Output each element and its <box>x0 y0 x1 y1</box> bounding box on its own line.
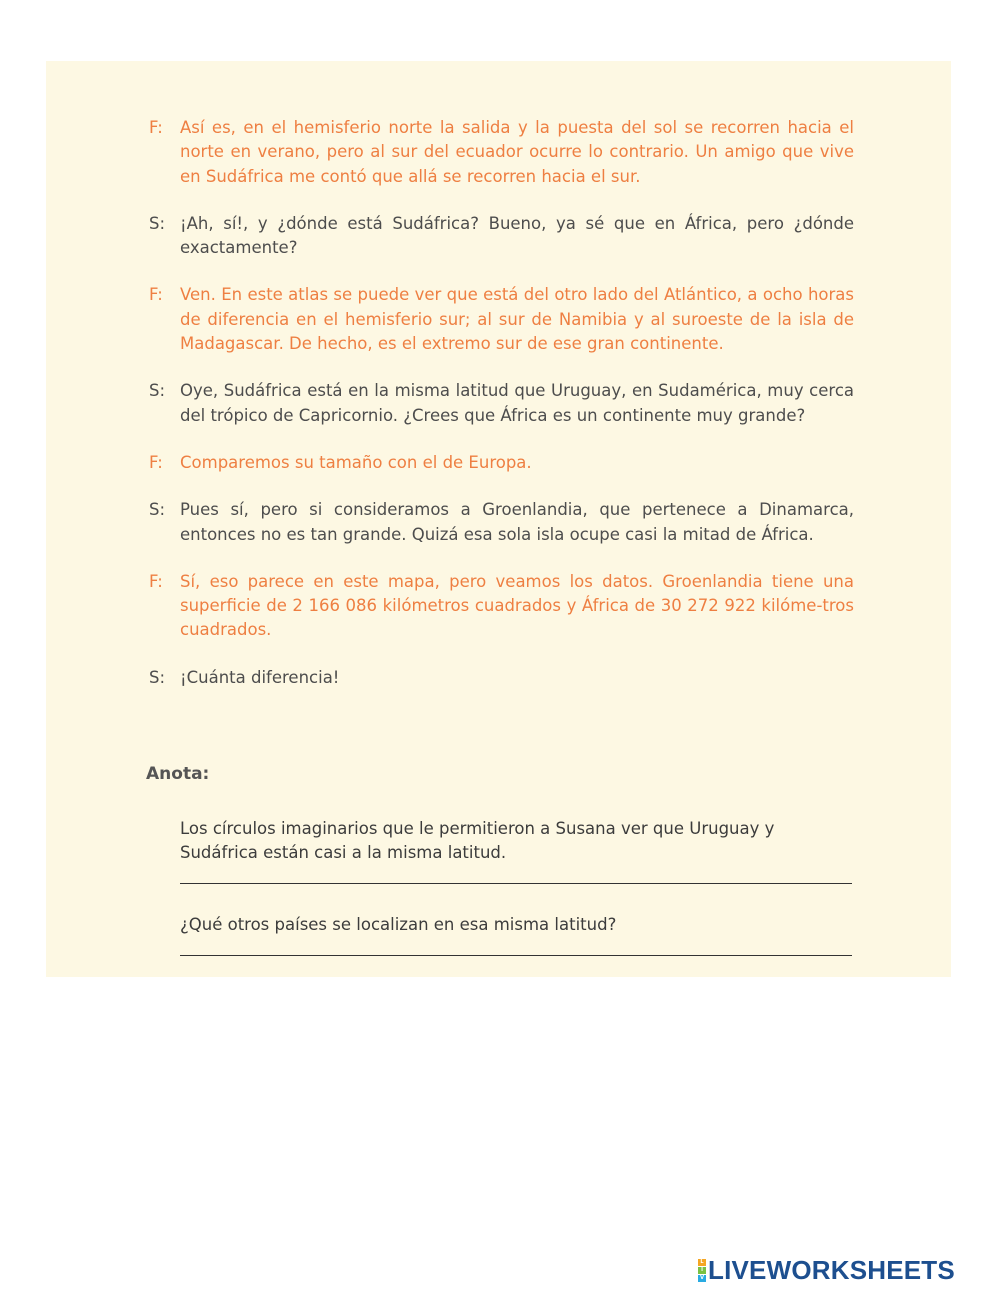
answer-input-1[interactable] <box>180 883 852 884</box>
dialogue-text: Sí, eso parece en este mapa, pero veamos los datos. Groenlandia tiene una superficie de 2 166 086 kilómetros cuadrados y África de 30 272 922 kilóme-tros cuadrados. <box>180 571 854 640</box>
dialogue-line <box>149 666 854 690</box>
speaker-label: F: <box>149 571 163 591</box>
logo-text: LIVEWORKSHEETS <box>708 1255 955 1285</box>
dialogue-line <box>149 570 854 643</box>
anota-prompt-2: ¿Qué otros países se localizan en esa misma latitud? <box>180 915 617 934</box>
logo-block: I <box>698 1267 706 1274</box>
dialogue <box>149 116 854 713</box>
dialogue-text: Así es, en el hemisferio norte la salida y la puesta del sol se recorren hacia el norte en verano, pero al sur del ecuador ocurre lo contrario. Un amigo que vive en Sudáfrica me contó que allá se recorren hacia el sur. <box>180 118 854 186</box>
logo-block: L <box>698 1259 706 1266</box>
speaker-label: S: <box>149 500 166 520</box>
speaker-label: F: <box>149 118 163 137</box>
dialogue-text: ¡Ah, sí!, y ¿dónde está Sudáfrica? Bueno, ya sé que en África, pero ¿dónde exactamente? <box>180 213 854 258</box>
logo-blocks-icon <box>698 1259 706 1282</box>
speaker-label: F: <box>149 452 163 472</box>
dialogue-text: Pues sí, pero si consideramos a Groenlandia, que pertenece a Dinamarca, entonces no es tan grande. Quizá esa sola isla ocupe casi la mitad de África. <box>180 500 854 544</box>
speaker-label: S: <box>149 667 166 687</box>
speaker-label: S: <box>149 381 166 401</box>
dialogue-line <box>149 379 854 428</box>
dialogue-line <box>149 283 854 356</box>
dialogue-line <box>149 212 854 261</box>
anota-prompt-1: Los círculos imaginarios que le permitieron a Susana ver que Uruguay y Sudáfrica están casi a la misma latitud. <box>180 819 775 863</box>
speaker-label: F: <box>149 285 163 305</box>
liveworksheets-logo[interactable] <box>698 1257 955 1283</box>
dialogue-text: Comparemos su tamaño con el de Europa. <box>180 452 532 472</box>
dialogue-line <box>149 498 854 547</box>
logo-block: V <box>698 1275 706 1282</box>
dialogue-text: ¡Cuánta diferencia! <box>180 667 340 687</box>
dialogue-text: Ven. En este atlas se puede ver que está del otro lado del Atlántico, a ocho horas de diferencia en el hemisferio sur; al sur de Namibia y al suroeste de la isla de Madagascar. De hecho, es el extremo sur de ese gran continente. <box>180 285 854 354</box>
dialogue-line <box>149 451 854 475</box>
answer-input-2[interactable] <box>180 955 852 956</box>
speaker-label: S: <box>149 213 166 233</box>
dialogue-text: Oye, Sudáfrica está en la misma latitud que Uruguay, en Sudamérica, muy cerca del trópico de Capricornio. ¿Crees que África es un continente muy grande? <box>180 381 854 425</box>
anota-heading: Anota: <box>146 764 210 784</box>
dialogue-line <box>149 116 854 189</box>
worksheet-panel <box>46 61 951 977</box>
